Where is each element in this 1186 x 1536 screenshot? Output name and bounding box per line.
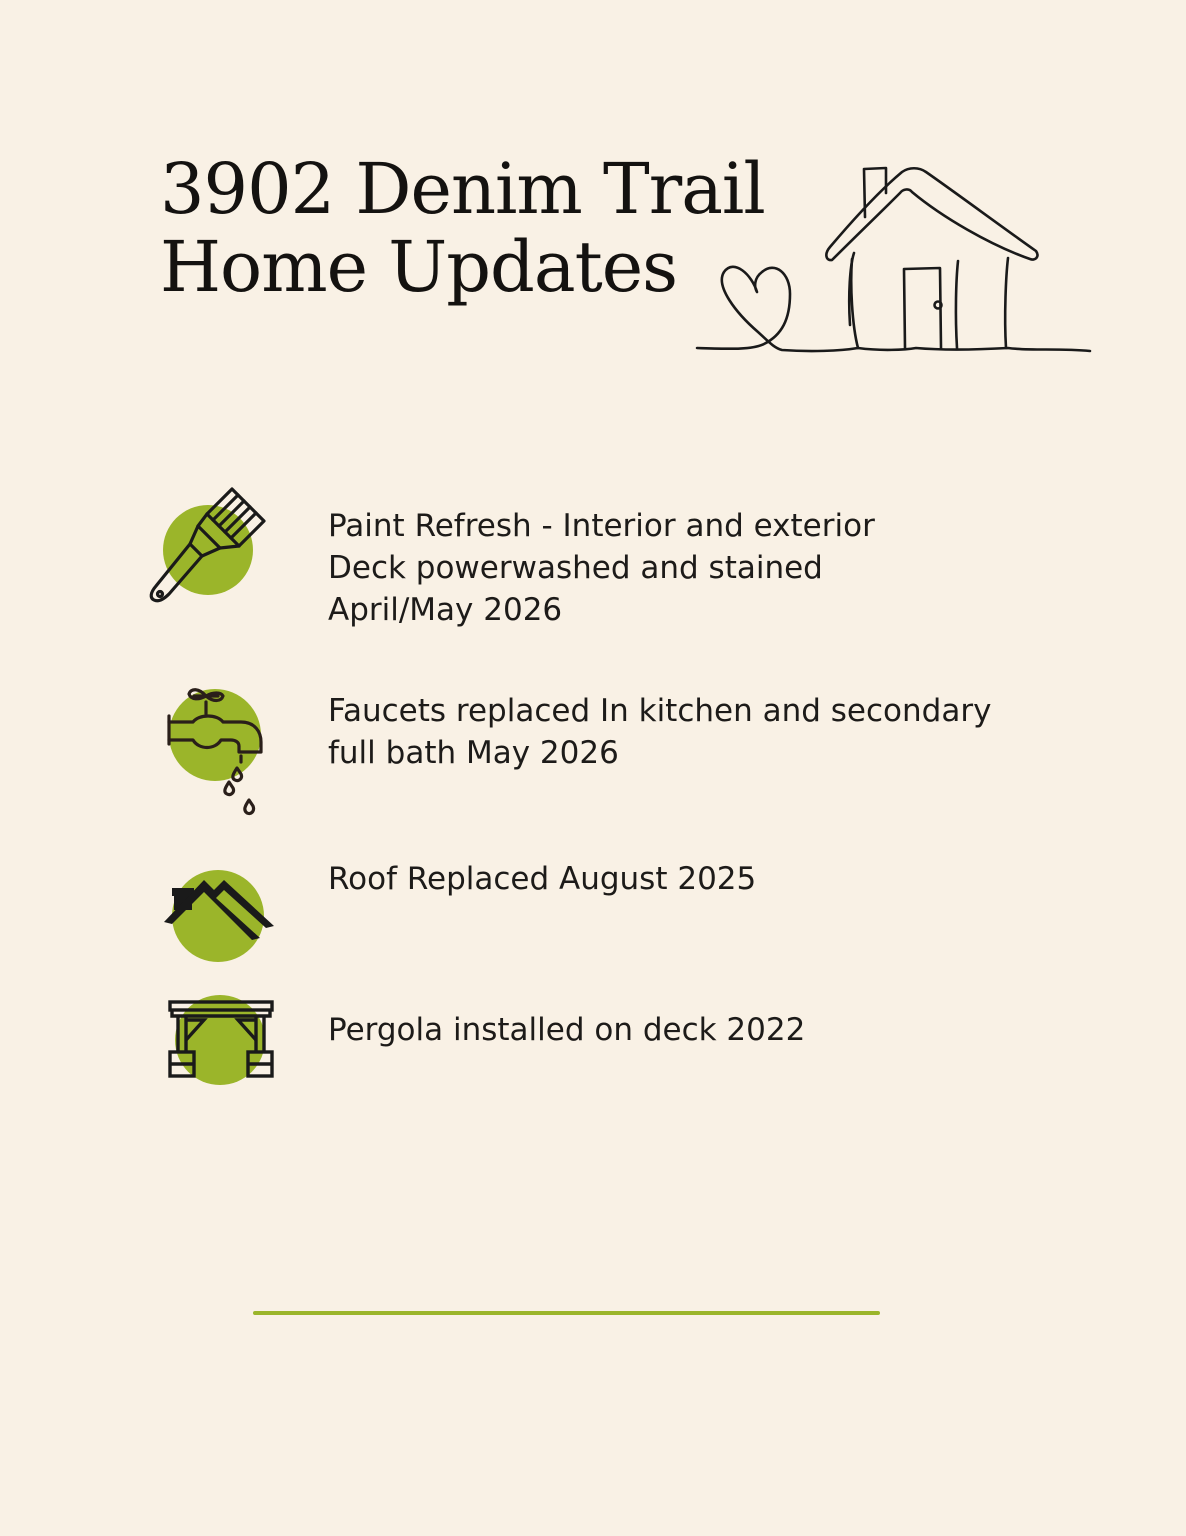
faucet-icon xyxy=(155,680,295,820)
update-paint-line-3: April/May 2026 xyxy=(328,592,563,628)
update-item-roof xyxy=(328,858,756,900)
title-line-2: Home Updates xyxy=(160,226,678,308)
pergola-icon xyxy=(150,990,290,1130)
paintbrush-icon xyxy=(140,480,280,620)
update-pergola-line-1: Pergola installed on deck 2022 xyxy=(328,1012,806,1048)
update-faucets-line-2: full bath May 2026 xyxy=(328,735,619,771)
update-roof-line-1: Roof Replaced August 2025 xyxy=(328,861,757,897)
title-line-1: 3902 Denim Trail xyxy=(160,148,765,230)
update-item-pergola xyxy=(328,1009,805,1051)
update-paint-line-1: Paint Refresh - Interior and exterior xyxy=(328,508,875,544)
update-item-paint xyxy=(328,505,875,631)
update-paint-line-2: Deck powerwashed and stained xyxy=(328,550,823,586)
house-line-art-icon xyxy=(690,155,1100,365)
update-item-faucets xyxy=(328,690,991,774)
update-faucets-line-1: Faucets replaced In kitchen and secondary xyxy=(328,693,992,729)
divider-line xyxy=(253,1311,880,1315)
roof-icon xyxy=(150,860,290,1000)
